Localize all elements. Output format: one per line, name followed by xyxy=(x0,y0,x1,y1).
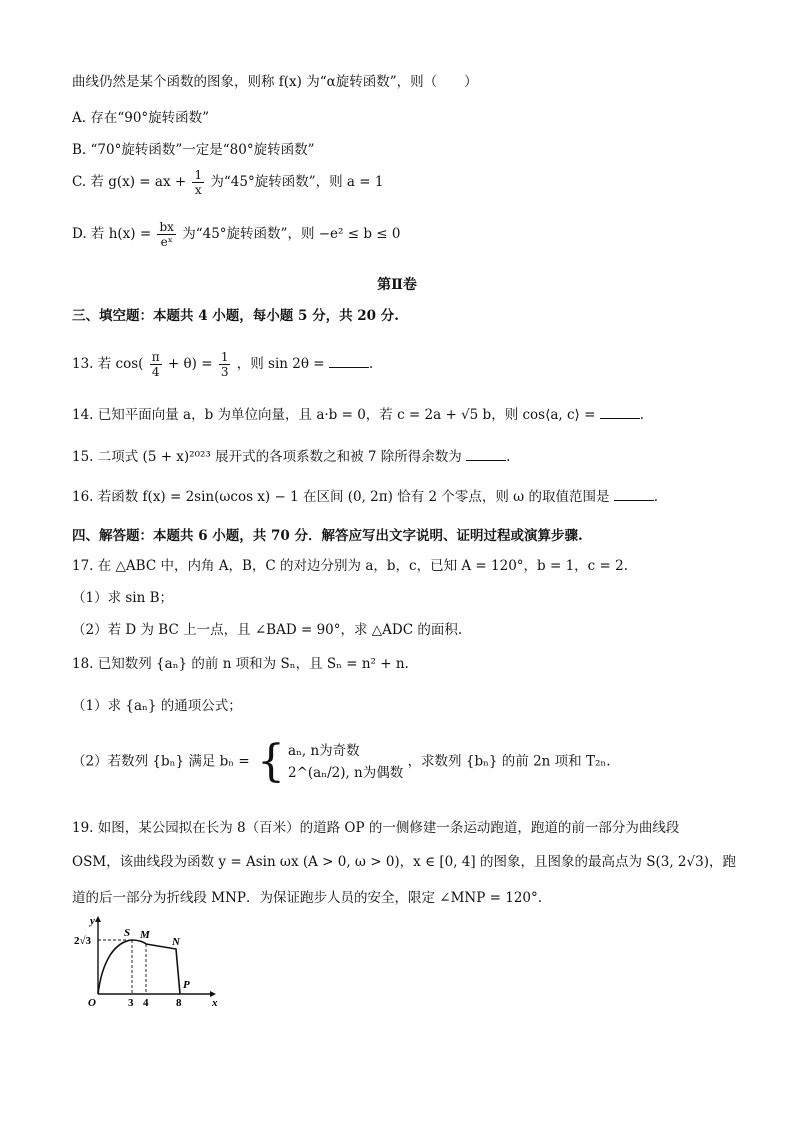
q19-line1: 19. 如图，某公园拟在长为 8（百米）的道路 OP 的一侧修建一条运动跑道，跑道的前一部分为曲线段 xyxy=(72,820,680,836)
q13-mid: + θ) = xyxy=(167,356,213,372)
q13-frac-den: 4 xyxy=(151,365,160,379)
q18-part2-pre: （2）若数列 {bₙ} 满足 bₙ = xyxy=(72,753,250,770)
q17-part2: （2）若 D 为 BC 上一点，且 ∠BAD = 90°，求 △ADC 的面积. xyxy=(72,622,463,638)
q13-rhs-num: 1 xyxy=(220,350,229,364)
q14-answer-blank[interactable] xyxy=(600,404,640,419)
volume-title: 第Ⅱ卷 xyxy=(377,277,417,293)
q19-line3: 道的后一部分为折线段 MNP．为保证跑步人员的安全，限定 ∠MNP = 120°. xyxy=(72,890,543,906)
y-axis-arrow-icon xyxy=(95,916,101,922)
option-c-post: 为“45°旋转函数”，则 a = 1 xyxy=(210,174,384,190)
y-tick-label: 2√3 xyxy=(74,935,92,947)
option-c-fraction xyxy=(192,168,204,197)
question-15: 15. 二项式 (5 + x)²⁰²³ 展开式的各项系数之和被 7 除所得余数为 . xyxy=(72,446,510,467)
point-n-label: N xyxy=(172,936,180,948)
q13-rhs-den: 3 xyxy=(220,365,229,379)
question-14: 14. 已知平面向量 a，b 为单位向量，且 a·b = 0，若 c = 2a + √5 b，则 cos⟨a, c⟩ = . xyxy=(72,404,644,425)
q18-stem: 18. 已知数列 {aₙ} 的前 n 项和为 Sₙ，且 Sₙ = n² + n. xyxy=(72,656,409,672)
option-d-frac-num: bx xyxy=(159,220,174,234)
question-16: 16. 若函数 f(x) = 2sin(ωcos x) − 1 在区间 (0, 2π) 恰有 2 个零点，则 ω 的取值范围是 . xyxy=(72,486,658,507)
q18-piecewise xyxy=(254,736,404,787)
q18-part2 xyxy=(72,736,611,787)
option-d-frac-den: eˣ xyxy=(160,235,173,249)
brace-icon: { xyxy=(257,736,286,787)
q16-text: 16. 若函数 f(x) = 2sin(ωcos x) − 1 在区间 (0, 2π) 恰有 2 个零点，则 ω 的取值范围是 xyxy=(72,489,610,505)
option-d xyxy=(72,220,400,249)
option-a: A. 存在“90°旋转函数” xyxy=(72,110,210,126)
intro-line: 曲线仍然是某个函数的图象，则称 f(x) 为“α旋转函数”，则（ ） xyxy=(72,74,478,90)
q17-stem: 17. 在 △ABC 中，内角 A，B，C 的对边分别为 a，b，c，已知 A = 120°，b = 1，c = 2. xyxy=(72,558,629,574)
q13-answer-blank[interactable] xyxy=(329,353,369,368)
x-tick-3: 3 xyxy=(128,997,134,1007)
q18-part1: （1）求 {aₙ} 的通项公式； xyxy=(72,698,242,714)
q15-answer-blank[interactable] xyxy=(466,446,506,461)
q13-pre: 13. 若 cos( xyxy=(72,356,144,372)
point-m-label: M xyxy=(140,929,150,941)
q17-part1: （1）求 sin B； xyxy=(72,590,174,606)
q13-frac-num: π xyxy=(151,350,160,364)
section4-header: 四、解答题：本题共 6 小题，共 70 分．解答应写出文字说明、证明过程或演算步骤. xyxy=(72,528,583,544)
option-b: B. “70°旋转函数”一定是“80°旋转函数” xyxy=(72,142,315,158)
option-c-pre: C. 若 g(x) = ax + xyxy=(72,174,187,190)
q18-case-odd: aₙ, n为奇数 xyxy=(288,743,360,759)
x-tick-4: 4 xyxy=(143,997,149,1007)
q13-post: ，则 sin 2θ = xyxy=(236,356,325,372)
question-13: 13. 若 cos( $\frac{\pi}{4}$ + θ) = $\frac{1}{3}$ ，则 sin 2θ = . xyxy=(72,350,374,379)
q13-frac xyxy=(150,350,162,379)
x-axis-label: x xyxy=(212,997,218,1007)
option-c-frac-den: x xyxy=(194,183,202,197)
q13-rhs-frac xyxy=(219,350,231,379)
origin-label: O xyxy=(88,997,96,1007)
q18-case-even: 2^(aₙ/2), n为偶数 xyxy=(288,765,404,781)
option-d-fraction xyxy=(157,220,175,249)
point-s-label: S xyxy=(124,927,131,939)
x-tick-8: 8 xyxy=(176,997,182,1007)
option-d-pre: D. 若 h(x) = xyxy=(72,226,152,242)
q18-part2-post: ，求数列 {bₙ} 的前 2n 项和 T₂ₙ. xyxy=(407,753,611,770)
y-axis-label: y xyxy=(90,915,95,927)
running-track-diagram xyxy=(72,912,222,1007)
q19-line2: OSM，该曲线段为函数 y = Asin ωx (A > 0, ω > 0)，x ∈ [0, 4] 的图象，且图象的最高点为 S(3, 2√3)，跑 xyxy=(72,854,736,870)
point-p-label: P xyxy=(183,979,190,991)
q19-figure xyxy=(72,912,222,1011)
q18-cases xyxy=(288,740,403,784)
option-d-post: 为“45°旋转函数”，则 −e² ≤ b ≤ 0 xyxy=(182,226,401,242)
q15-text: 15. 二项式 (5 + x)²⁰²³ 展开式的各项系数之和被 7 除所得余数为 xyxy=(72,449,462,465)
polyline-mnp xyxy=(146,944,180,994)
section3-header: 三、填空题：本题共 4 小题，每小题 5 分，共 20 分. xyxy=(72,308,399,324)
q16-answer-blank[interactable] xyxy=(614,486,654,501)
curve-osm xyxy=(98,940,146,994)
option-c xyxy=(72,168,383,197)
option-c-frac-num: 1 xyxy=(194,168,203,182)
q14-text: 14. 已知平面向量 a，b 为单位向量，且 a·b = 0，若 c = 2a + √5 b，则 cos⟨a, c⟩ = xyxy=(72,407,596,423)
